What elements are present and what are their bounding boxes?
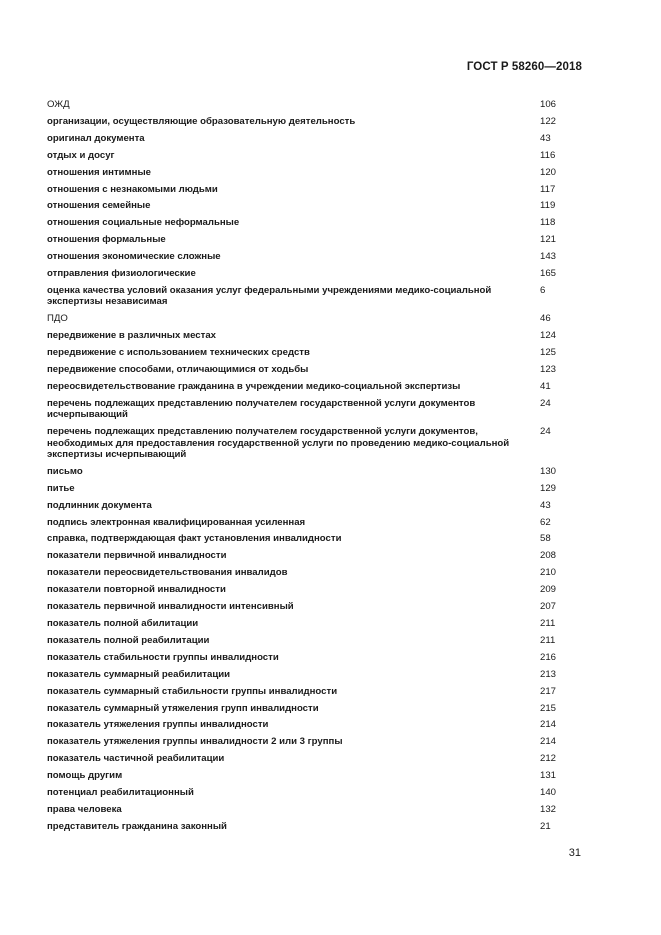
index-page-ref: 116 (540, 149, 556, 161)
index-term: показатель суммарный реабилитации (47, 668, 231, 680)
index-entry (47, 398, 571, 421)
index-page-ref: 217 (540, 685, 557, 697)
index-term: справка, подтверждающая факт установления инвалидности (47, 533, 342, 545)
index-page-ref: 21 (540, 820, 551, 832)
index-page-ref: 125 (540, 347, 557, 359)
index-page-ref: 46 (540, 313, 551, 325)
index-term: потенциал реабилитационный (47, 787, 194, 799)
index-entry (47, 483, 571, 494)
index-entry (47, 251, 571, 262)
index-entry (47, 381, 571, 392)
index-page-ref: 209 (540, 584, 557, 596)
index-page-ref: 121 (540, 234, 557, 246)
index-entry (47, 285, 571, 308)
index-page-ref: 165 (540, 268, 557, 280)
index-entry (47, 635, 571, 646)
index-term: оценка качества условий оказания услуг федеральными учреждениями медико-социальной экспертизы независимая (47, 284, 492, 308)
index-term: показатель полной реабилитации (47, 634, 210, 646)
index-page-ref: 124 (540, 330, 557, 342)
index-page-ref: 132 (540, 803, 557, 815)
index-term: организации, осуществляющие образовательную деятельность (47, 115, 356, 127)
index-entry (47, 133, 571, 144)
index-entry (47, 821, 571, 832)
index-term: отношения экономические сложные (47, 251, 221, 263)
index-term: отношения интимные (47, 166, 151, 178)
index-term: показатель утяжеления группы инвалидности 2 или 3 группы (47, 736, 343, 748)
index-page-ref: 24 (540, 397, 551, 409)
page-number: 31 (568, 847, 581, 859)
index-page-ref: 216 (540, 651, 557, 663)
index-term: представитель гражданина законный (47, 820, 227, 832)
index-term: показатели первичной инвалидности (47, 550, 227, 562)
index-term: подпись электронная квалифицированная усиленная (47, 516, 306, 528)
index-page-ref: 24 (540, 426, 551, 438)
index-page-ref: 211 (540, 634, 556, 646)
index-entry (47, 99, 571, 110)
index-term: письмо (47, 465, 83, 477)
subject-index (47, 99, 571, 832)
index-term: подлинник документа (47, 499, 152, 511)
index-page-ref: 211 (540, 618, 556, 629)
document-header: ГОСТ Р 58260—2018 (466, 61, 582, 73)
index-page-ref: 43 (540, 132, 551, 144)
index-entry (47, 703, 571, 714)
index-page-ref: 62 (540, 516, 551, 528)
index-term: перечень подлежащих представлению получателем государственной услуги документов исчерпывающий (47, 397, 476, 421)
index-page-ref: 213 (540, 668, 557, 680)
index-term: отношения с незнакомыми людьми (47, 183, 218, 195)
index-page-ref: 43 (540, 499, 551, 511)
index-entry (47, 550, 571, 561)
index-term: ПДО (47, 313, 68, 325)
index-term: показатель суммарный стабильности группы инвалидности (47, 685, 338, 697)
index-term: отношения формальные (47, 234, 166, 246)
index-term: показатели повторной инвалидности (47, 584, 226, 596)
index-page-ref: 118 (540, 217, 556, 229)
index-entry (47, 330, 571, 341)
index-page-ref: 210 (540, 567, 557, 579)
index-page-ref: 117 (540, 183, 556, 195)
index-entry (47, 364, 571, 375)
index-entry (47, 217, 571, 228)
index-entry (47, 116, 571, 127)
index-page-ref: 129 (540, 482, 557, 494)
index-page-ref: 6 (540, 284, 546, 296)
index-entry (47, 533, 571, 544)
index-term: оригинал документа (47, 132, 145, 144)
index-term: показатель первичной инвалидности интенсивный (47, 601, 294, 613)
index-entry (47, 184, 571, 195)
index-entry (47, 313, 571, 324)
index-page-ref: 58 (540, 533, 551, 545)
index-term: показатель стабильности группы инвалидности (47, 651, 279, 663)
index-entry (47, 787, 571, 798)
index-page-ref: 120 (540, 166, 557, 178)
index-entry (47, 618, 571, 629)
index-page-ref: 214 (540, 719, 557, 731)
index-entry (47, 500, 571, 511)
index-term: показатель утяжеления группы инвалидности (47, 719, 269, 731)
index-page-ref: 140 (540, 787, 557, 799)
index-term: отправления физиологические (47, 268, 196, 280)
index-page-ref: 130 (540, 465, 557, 477)
index-page-ref: 207 (540, 601, 557, 613)
index-entry (47, 234, 571, 245)
index-entry (47, 268, 571, 279)
index-entry (47, 567, 571, 578)
index-page-ref: 123 (540, 364, 557, 375)
index-page-ref: 41 (540, 380, 551, 392)
index-entry (47, 719, 571, 730)
index-page-ref: 212 (540, 753, 557, 765)
index-term: переосвидетельствование гражданина в учреждении медико-социальной экспертизы (47, 380, 461, 392)
index-term: ОЖД (47, 99, 70, 110)
index-term: показатели переосвидетельствования инвалидов (47, 567, 288, 579)
index-page-ref: 214 (540, 736, 557, 748)
index-entry (47, 584, 571, 595)
index-term: показатель частичной реабилитации (47, 753, 225, 765)
index-entry (47, 686, 571, 697)
index-term: передвижение способами, отличающимися от ходьбы (47, 364, 309, 375)
index-entry (47, 736, 571, 747)
index-entry (47, 200, 571, 211)
index-entry (47, 517, 571, 528)
index-entry (47, 347, 571, 358)
index-term: отношения социальные неформальные (47, 217, 240, 229)
index-entry (47, 804, 571, 815)
index-term: помощь другим (47, 770, 123, 782)
index-term: отдых и досуг (47, 149, 115, 161)
index-entry (47, 466, 571, 477)
index-term: показатель суммарный утяжеления групп инвалидности (47, 702, 319, 714)
index-entry (47, 167, 571, 178)
index-term: отношения семейные (47, 200, 151, 212)
index-page-ref: 119 (540, 200, 556, 212)
index-page-ref: 208 (540, 550, 557, 562)
index-page-ref: 215 (540, 702, 557, 714)
index-entry (47, 652, 571, 663)
index-entry (47, 770, 571, 781)
index-term: показатель полной абилитации (47, 618, 199, 629)
index-entry (47, 150, 571, 161)
index-entry (47, 669, 571, 680)
index-entry (47, 601, 571, 612)
index-term: питье (47, 482, 75, 494)
index-term: передвижение в различных местах (47, 330, 216, 342)
index-entry (47, 753, 571, 764)
index-entry (47, 426, 571, 460)
index-term: перечень подлежащих представлению получателем государственной услуги документов, необходимых для предоставления государственной услуги по проведению медико-социальной экспертизы исчерпывающий (47, 426, 510, 460)
index-page-ref: 143 (540, 251, 557, 263)
index-page-ref: 106 (540, 99, 557, 110)
index-term: права человека (47, 803, 122, 815)
index-term: передвижение с использованием технических средств (47, 347, 310, 359)
index-page-ref: 131 (540, 770, 557, 782)
index-page-ref: 122 (540, 115, 557, 127)
